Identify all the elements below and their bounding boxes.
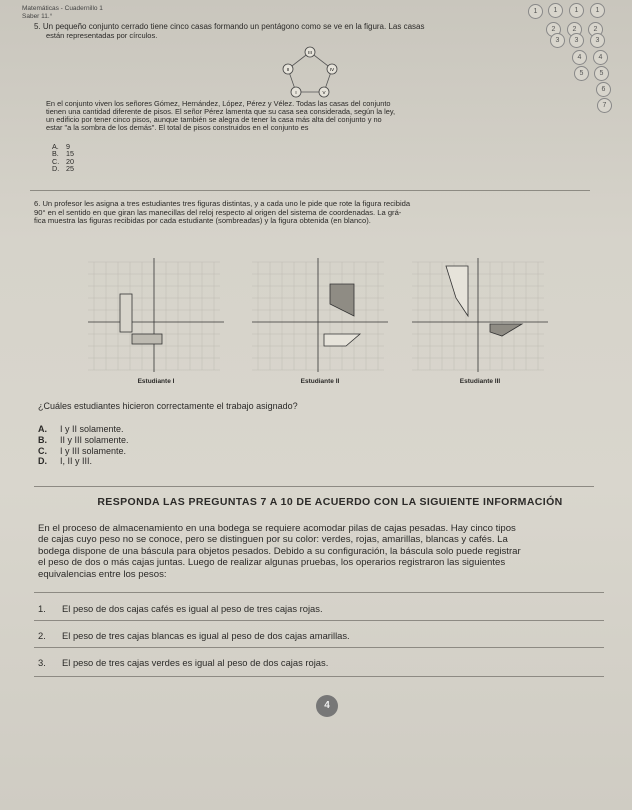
divider (30, 190, 590, 191)
question-5-options (52, 143, 74, 173)
house-node (305, 47, 315, 57)
option-a[interactable]: A. 9 (52, 142, 70, 151)
svg-text:IV: IV (329, 67, 335, 72)
answer-bubble[interactable]: 4 (572, 50, 587, 65)
graph-label: Estudiante I (137, 378, 175, 385)
header-subject: Matemáticas - Cuadernillo 1 (22, 5, 103, 12)
question-5-title: 5. Un pequeño conjunto cerrado tiene cinco casas formando un pentágono como se ve en la figura. Las casas (34, 22, 425, 31)
option-d[interactable]: D. I, II y III. (38, 456, 93, 467)
house-node (327, 64, 337, 74)
paragraph-line: 90° en el sentido en que giran las manecillas del reloj respecto al origen del sistema de coordenadas. La grá- (34, 207, 402, 217)
section-intro (38, 523, 608, 580)
svg-text:I: I (295, 90, 297, 95)
question-5-subtitle: están representadas por círculos. (46, 31, 158, 40)
answer-bubble[interactable]: 1 (590, 3, 605, 18)
option-a[interactable]: A. I y II solamente. (38, 424, 124, 434)
divider (34, 486, 594, 487)
paragraph-line: 6. Un profesor les asigna a tres estudiantes tres figuras distintas, y a cada uno le pide que rote la figura recibida (34, 199, 411, 208)
answer-bubble[interactable]: 1 (548, 3, 563, 18)
document-header (22, 5, 103, 21)
graph-label: Estudiante III (459, 378, 501, 385)
answer-bubble[interactable]: 3 (590, 33, 605, 48)
paragraph-line: el peso de dos o más cajas juntas. Luego de realizar algunas pruebas, los operarios registraron las siguientes (38, 557, 506, 569)
paragraph-line: fica muestra las figuras recibidas por cada estudiante (sombreadas) y la figura obtenida (en blanco). (34, 216, 371, 225)
house-node (283, 64, 293, 74)
answer-bubble[interactable]: 2 (567, 22, 582, 37)
question-6-options (38, 424, 129, 467)
statement: 1. El peso de dos cajas cafés es igual al peso de tres cajas rojas. (38, 603, 323, 614)
header-level: Saber 11.° (22, 13, 53, 20)
answer-bubble[interactable]: 6 (596, 82, 611, 97)
svg-text:V: V (322, 90, 326, 95)
divider (34, 620, 604, 621)
option-c[interactable]: C. I y III solamente. (38, 445, 127, 456)
svg-text:III: III (308, 50, 312, 55)
house-node (319, 87, 329, 97)
svg-text:II: II (286, 67, 290, 72)
answer-bubble[interactable]: 5 (574, 66, 589, 81)
option-b[interactable]: B. 15 (52, 149, 74, 159)
paragraph-line: un edificio por tener cinco pisos, aunque también se alegra de tener la casa más alta del conjunto y no (46, 115, 382, 124)
house-node (291, 87, 301, 97)
page-number: 4 (316, 695, 338, 717)
statement: 3. El peso de tres cajas verdes es igual al peso de dos cajas rojas. (38, 657, 329, 668)
answer-bubble[interactable]: 1 (528, 4, 543, 19)
pentagon-figure (270, 42, 350, 100)
paragraph-line: En el conjunto viven los señores Gómez, Hernández, López, Pérez y Vélez. Todas las casas del conjunto (46, 99, 391, 108)
option-c[interactable]: C. 20 (52, 156, 74, 166)
answer-bubble[interactable]: 2 (588, 22, 603, 37)
graph-student-3 (410, 254, 560, 376)
paragraph-line: equivalencias entre los pesos: (38, 568, 167, 580)
paragraph-line: de cajas cuyo peso no se conoce, pero se distinguen por su color: verdes, rojas, amarillas, blancas y cafés. La (38, 534, 508, 546)
graph-student-2 (250, 254, 400, 376)
answer-bubble[interactable]: 1 (569, 3, 584, 18)
graph-student-1 (86, 254, 236, 376)
question-6-text (34, 200, 594, 226)
paragraph-line: En el proceso de almacenamiento en una bodega se requiere acomodar pilas de cajas pesadas. Hay cinco tipos (38, 523, 516, 534)
answer-bubble[interactable]: 5 (594, 66, 609, 81)
paragraph-line: estar "a la sombra de los demás". El total de pisos construidos en el conjunto es (46, 123, 309, 132)
paragraph-line: tienen una cantidad diferente de pisos. El señor Pérez lamenta que su casa sea considerada, según la ley, (46, 107, 396, 116)
answer-bubble[interactable]: 3 (569, 33, 584, 48)
answer-bubble[interactable]: 4 (593, 50, 608, 65)
answer-bubble[interactable]: 3 (550, 33, 565, 48)
pentagon-outline (288, 52, 335, 92)
divider (34, 676, 604, 677)
option-d[interactable]: D. 25 (52, 164, 74, 174)
question-5-paragraph (46, 100, 546, 132)
option-b[interactable]: B. II y III solamente. (38, 434, 129, 445)
answer-bubble[interactable]: 2 (546, 22, 561, 37)
divider (34, 592, 604, 593)
graph-label: Estudiante II (300, 378, 340, 385)
paragraph-line: bodega dispone de una báscula para objetos pesados. Debido a su configuración, la báscula solo puede registrar (38, 545, 521, 557)
question-6-prompt: ¿Cuáles estudiantes hicieron correctamente el trabajo asignado? (38, 401, 298, 411)
statement: 2. El peso de tres cajas blancas es igual al peso de dos cajas amarillas. (38, 630, 350, 641)
section-heading: RESPONDA LAS PREGUNTAS 7 A 10 DE ACUERDO CON LA SIGUIENTE INFORMACIÓN (97, 496, 563, 508)
divider (34, 647, 604, 648)
answer-bubble[interactable]: 7 (597, 98, 612, 113)
